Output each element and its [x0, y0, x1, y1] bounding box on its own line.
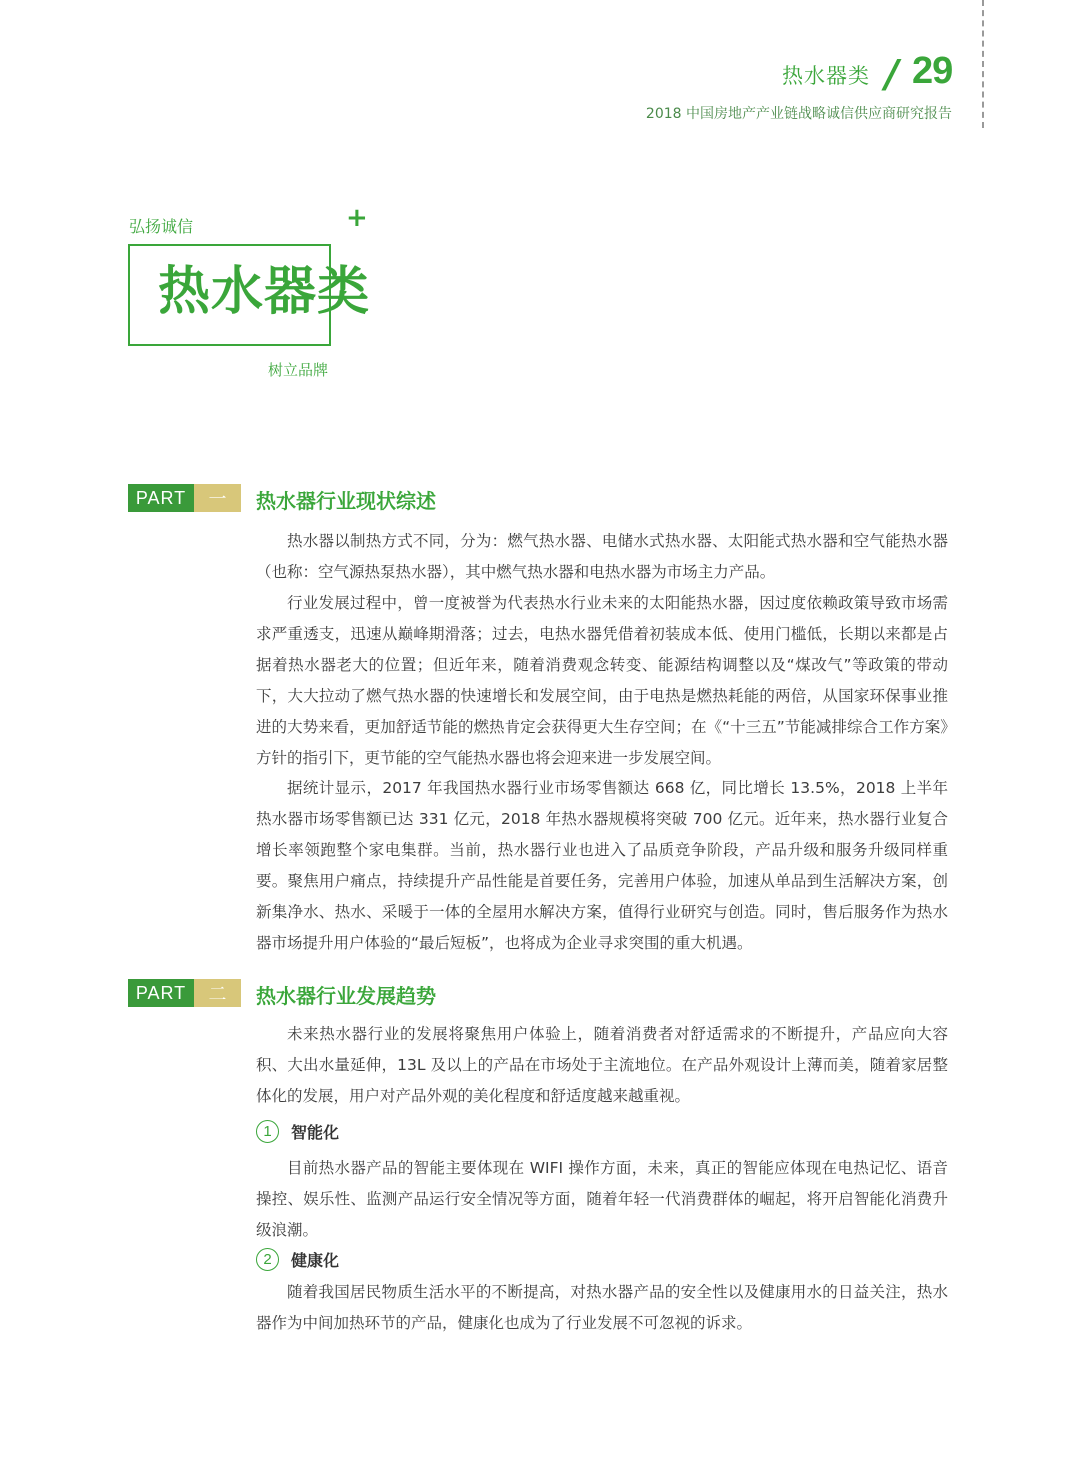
number-circle-icon: 2 — [256, 1248, 279, 1271]
report-title: 2018 中国房地产产业链战略诚信供应商研究报告 — [645, 106, 952, 122]
header-dashed-divider — [982, 0, 984, 128]
trend-title: 健康化 — [291, 1251, 340, 1270]
header-slash: / — [885, 52, 899, 96]
part-number: 二 — [194, 979, 241, 1007]
part-one-badge — [128, 484, 241, 512]
paragraph: 据统计显示，2017 年我国热水器行业市场零售额达 668 亿，同比增长 13.5%，2018 上半年热水器市场零售额已达 331 亿元，2018 年热水器规模将突破 700 亿元。近年来，热水器行业复合增长率领跑整个家电集群。当前，热水器行业也进入了品质竞争阶段，产品升级和服务升级同样重要。聚焦用户痛点，持续提升产品性能是首要任务，完善用户体验，加速从单品到生活解决方案，创新集净水、热水、采暖于一体的全屋用水解决方案，值得行业研究与创造。同时，售后服务作为热水器市场提升用户体验的“最后短板”，也将成为企业寻求突围的重大机遇。 — [256, 779, 948, 952]
paragraph: 目前热水器产品的智能主要体现在 WIFI 操作方面，未来，真正的智能应体现在电热记忆、语音操控、娱乐性、监测产品运行安全情况等方面，随着年轻一代消费群体的崛起，将开启智能化消费升级浪潮。 — [256, 1159, 948, 1239]
brand-slogan-bottom: 树立品牌 — [268, 361, 329, 379]
header-section-title: 热水器类 — [782, 64, 870, 88]
brand-slogan-top: 弘扬诚信 — [129, 217, 194, 236]
paragraph: 热水器以制热方式不同，分为：燃气热水器、电储水式热水器、太阳能式热水器和空气能热水器（也称：空气源热泵热水器），其中燃气热水器和电热水器为市场主力产品。 — [256, 532, 948, 581]
plus-icon: + — [346, 203, 368, 233]
page-number: 29 — [912, 50, 953, 92]
paragraph: 未来热水器行业的发展将聚焦用户体验上，随着消费者对舒适需求的不断提升，产品应向大容积、大出水量延伸，13L 及以上的产品在市场处于主流地位。在产品外观设计上薄而美，随着家居整体化的发展，用户对产品外观的美化程度和舒适度越来越重视。 — [256, 1025, 948, 1105]
part-tag: PART — [128, 484, 194, 512]
paragraph: 随着我国居民物质生活水平的不断提高，对热水器产品的安全性以及健康用水的日益关注，热水器作为中间加热环节的产品，健康化也成为了行业发展不可忽视的诉求。 — [256, 1283, 948, 1332]
trend-title: 智能化 — [291, 1123, 340, 1142]
part-two-title: 热水器行业发展趋势 — [256, 984, 436, 1008]
part-two-badge — [128, 979, 241, 1007]
part-one-title: 热水器行业现状综述 — [256, 489, 436, 513]
trend-heading-intelligent — [256, 1120, 339, 1143]
number-circle-icon: 1 — [256, 1120, 279, 1143]
part-tag: PART — [128, 979, 194, 1007]
part-number: 一 — [194, 484, 241, 512]
brand-title: 热水器类 — [158, 262, 371, 322]
paragraph: 行业发展过程中，曾一度被誉为代表热水行业未来的太阳能热水器，因过度依赖政策导致市场需求严重透支，迅速从巅峰期滑落；过去，电热水器凭借着初装成本低、使用门槛低，长期以来都是占据着热水器老大的位置；但近年来，随着消费观念转变、能源结构调整以及“煤改气”等政策的带动下，大大拉动了燃气热水器的快速增长和发展空间，由于电热是燃热耗能的两倍，从国家环保事业推进的大势来看，更加舒适节能的燃热肯定会获得更大生存空间；在《“十三五”节能减排综合工作方案》方针的指引下，更节能的空气能热水器也将会迎来进一步发展空间。 — [256, 594, 948, 767]
trend-heading-healthy — [256, 1248, 339, 1271]
